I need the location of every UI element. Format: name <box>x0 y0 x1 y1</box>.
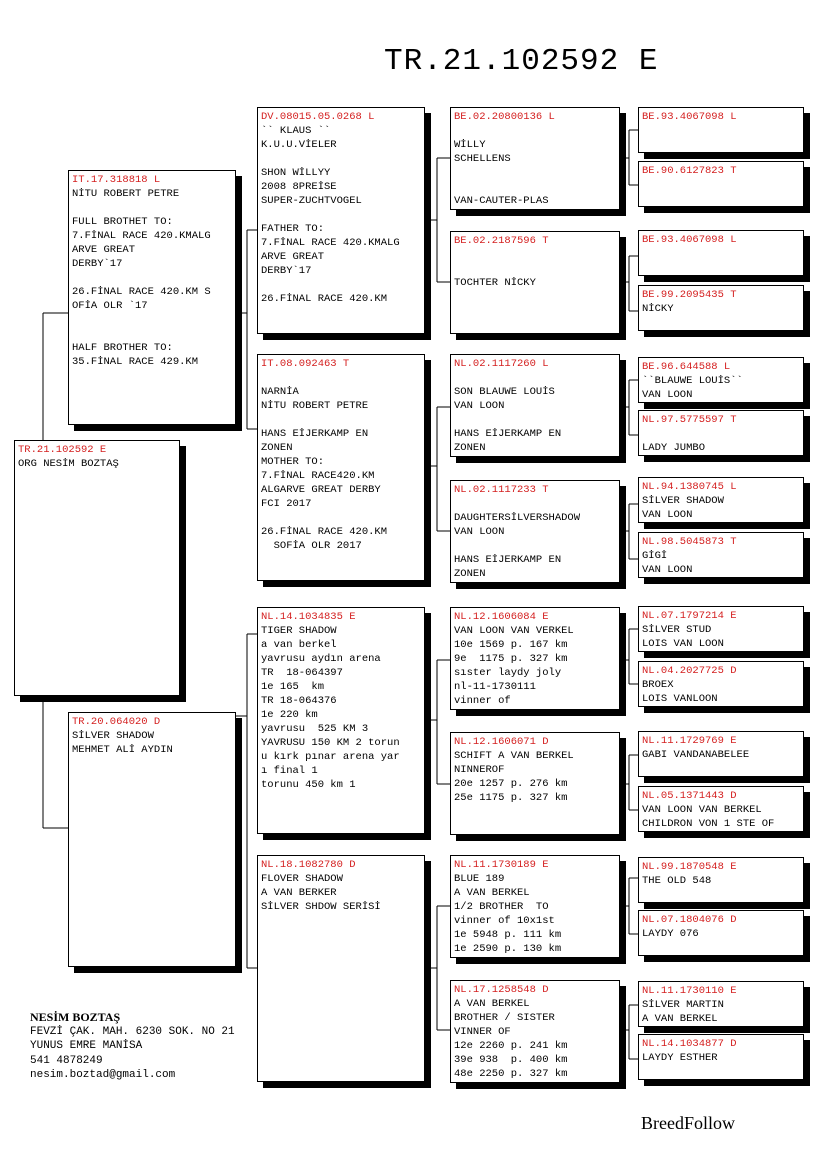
sire-sire-line: 7.FİNAL RACE 420.KMALG <box>261 237 400 249</box>
sire-dam-line: NİTU ROBERT PETRE <box>261 400 369 412</box>
g3-line <box>454 539 616 553</box>
owner-info <box>30 1010 235 1083</box>
g4-card[interactable] <box>638 661 804 707</box>
g3-line: ZONEN <box>454 442 486 454</box>
dam-sire-line: torunu 450 km 1 <box>261 779 356 791</box>
g4-ring: BE.99.2095435 T <box>642 289 737 301</box>
owner-phone: 541 4878249 <box>30 1054 103 1067</box>
sire-line: NİTU ROBERT PETRE <box>72 188 180 200</box>
g3-line: A VAN BERKEL <box>454 998 530 1010</box>
g3-line: sıster laydy joly <box>454 667 562 679</box>
g4-ring: BE.93.4067098 L <box>642 234 737 246</box>
g3-ring: NL.02.1117260 L <box>454 358 549 370</box>
sire-ring: IT.17.318818 L <box>72 174 161 186</box>
dam-sire-line: a van berkel <box>261 639 337 651</box>
g4-card[interactable] <box>638 410 804 456</box>
sire-line <box>72 313 232 327</box>
g3-line: nl-11-1730111 <box>454 681 536 693</box>
subject-ring: TR.21.102592 E <box>18 444 107 456</box>
g3-card[interactable] <box>450 732 620 835</box>
sire-dam-line: MOTHER TO: <box>261 456 325 468</box>
g3-line: 9e 1175 p. 327 km <box>454 653 568 665</box>
g3-line: 1/2 BROTHER TO <box>454 901 549 913</box>
dam-sire-line: u kırk pınar arena yar <box>261 751 400 763</box>
sire-sire-line: K.U.U.VİELER <box>261 139 337 151</box>
g3-line: 48e 2250 p. 327 km <box>454 1068 568 1080</box>
sire-dam-line: 7.FİNAL RACE420.KM <box>261 470 375 482</box>
g3-line: SON BLAUWE LOUİS <box>454 386 555 398</box>
g3-line: 39e 938 p. 400 km <box>454 1054 568 1066</box>
g3-line: VAN LOON <box>454 526 505 538</box>
g4-ring: NL.99.1870548 E <box>642 861 737 873</box>
sire-line <box>72 327 232 341</box>
sire-dam-line <box>261 371 421 385</box>
g4-line: GABI VANDANABELEE <box>642 749 750 761</box>
g3-card[interactable] <box>450 607 620 710</box>
sire-sire-line: 2008 8PREİSE <box>261 181 337 193</box>
dam-sire-line: 1e 165 km <box>261 681 325 693</box>
g3-line: 12e 2260 p. 241 km <box>454 1040 568 1052</box>
g3-line: DAUGHTERSİLVERSHADOW <box>454 512 581 524</box>
g3-line: 20e 1257 p. 276 km <box>454 778 568 790</box>
sire-card[interactable] <box>68 170 236 425</box>
sire-dam-ring: IT.08.092463 T <box>261 358 350 370</box>
g4-ring: NL.05.1371443 D <box>642 790 737 802</box>
g3-line <box>454 262 616 276</box>
g4-line <box>642 427 800 441</box>
sire-line: ARVE GREAT <box>72 244 136 256</box>
g4-line: SİLVER STUD <box>642 624 712 636</box>
g3-line: VAN LOON <box>454 400 505 412</box>
g4-card[interactable] <box>638 981 804 1027</box>
g4-line: THE OLD 548 <box>642 875 712 887</box>
sire-dam-line: FCI 2017 <box>261 498 312 510</box>
g4-line: LOIS VANLOON <box>642 693 718 705</box>
sire-line: FULL BROTHET TO: <box>72 216 173 228</box>
g3-ring: BE.02.20800136 L <box>454 111 555 123</box>
page-title: TR.21.102592 E <box>384 44 659 79</box>
sire-line: HALF BROTHER TO: <box>72 342 173 354</box>
g3-line <box>454 124 616 138</box>
dam-sire-line: YAVRUSU 150 KM 2 torun <box>261 737 400 749</box>
g3-line: VAN LOON VAN VERKEL <box>454 625 574 637</box>
g3-line <box>454 180 616 194</box>
g4-card[interactable] <box>638 857 804 903</box>
g3-ring: NL.17.1258548 D <box>454 984 549 996</box>
dam-ring: TR.20.064020 D <box>72 716 161 728</box>
g4-line: ``BLAUWE LOUİS`` <box>642 375 743 387</box>
sire-sire-line: DERBY`17 <box>261 265 312 277</box>
sire-sire-card[interactable] <box>257 107 425 334</box>
sire-line <box>72 271 232 285</box>
sire-dam-line <box>261 511 421 525</box>
g4-line: CHILDRON VON 1 STE OF <box>642 818 775 830</box>
g3-line: VAN-CAUTER-PLAS <box>454 195 549 207</box>
g4-line: VAN LOON <box>642 564 693 576</box>
sire-dam-line: ZONEN <box>261 442 293 454</box>
dam-dam-line: SİLVER SHDOW SERİSİ <box>261 901 381 913</box>
g3-card[interactable] <box>450 107 620 210</box>
g3-line: 10e 1569 p. 167 km <box>454 639 568 651</box>
g4-card[interactable] <box>638 107 804 153</box>
sire-dam-line <box>261 413 421 427</box>
g3-line: vinner of 10x1st <box>454 915 555 927</box>
g3-line <box>454 497 616 511</box>
dam-dam-card[interactable] <box>257 855 425 1082</box>
g4-card[interactable] <box>638 285 804 331</box>
dam-line: SİLVER SHADOW <box>72 730 154 742</box>
sire-dam-line: SOFİA OLR 2017 <box>261 540 362 552</box>
g4-card[interactable] <box>638 357 804 403</box>
g3-card[interactable] <box>450 980 620 1083</box>
g3-ring: NL.12.1606084 E <box>454 611 549 623</box>
dam-sire-line: yavrusu aydın arena <box>261 653 381 665</box>
g3-line: ZONEN <box>454 568 486 580</box>
g3-line: TOCHTER NİCKY <box>454 277 536 289</box>
sire-sire-line <box>261 208 421 222</box>
g4-card[interactable] <box>638 731 804 777</box>
g3-line: 25e 1175 p. 327 km <box>454 792 568 804</box>
g3-line <box>454 413 616 427</box>
g3-line: BROTHER / SISTER <box>454 1012 555 1024</box>
owner-email[interactable]: nesim.boztad@gmail.com <box>30 1069 176 1081</box>
g3-card[interactable] <box>450 855 620 958</box>
g4-ring: NL.14.1034877 D <box>642 1038 737 1050</box>
sire-sire-line: FATHER TO: <box>261 223 325 235</box>
dam-sire-line: 1e 220 km <box>261 709 318 721</box>
sire-sire-line: SUPER-ZUCHTVOGEL <box>261 195 362 207</box>
sire-sire-line: SHON WİLLYY <box>261 167 331 179</box>
g4-line: VAN LOON <box>642 389 693 401</box>
dam-sire-line: ı final 1 <box>261 765 318 777</box>
g3-line: A VAN BERKEL <box>454 887 530 899</box>
g4-line: LADY JUMBO <box>642 442 706 454</box>
sire-line: DERBY`17 <box>72 258 123 270</box>
g4-ring: NL.11.1729769 E <box>642 735 737 747</box>
g3-line: HANS EİJERKAMP EN <box>454 428 562 440</box>
g3-line: VINNER OF <box>454 1026 511 1038</box>
g4-ring: NL.07.1797214 E <box>642 610 737 622</box>
owner-address-1: FEVZİ ÇAK. MAH. 6230 SOK. NO 21 <box>30 1025 235 1038</box>
dam-dam-ring: NL.18.1082780 D <box>261 859 356 871</box>
g3-line: 1e 5948 p. 111 km <box>454 929 562 941</box>
sire-line: 26.FİNAL RACE 420.KM S <box>72 286 211 298</box>
g4-card[interactable] <box>638 606 804 652</box>
g4-ring: BE.93.4067098 L <box>642 111 737 123</box>
owner-address-2: YUNUS EMRE MANİSA <box>30 1040 143 1052</box>
g4-ring: BE.90.6127823 T <box>642 165 737 177</box>
g4-card[interactable] <box>638 1034 804 1080</box>
dam-dam-line: A VAN BERKER <box>261 887 337 899</box>
g4-card[interactable] <box>638 161 804 207</box>
g4-line: VAN LOON VAN BERKEL <box>642 804 762 816</box>
g3-card[interactable] <box>450 354 620 457</box>
g3-card[interactable] <box>450 480 620 583</box>
sire-line: 7.FİNAL RACE 420.KMALG <box>72 230 211 242</box>
g3-line: SCHIFT A VAN BERKEL <box>454 750 574 762</box>
g4-ring: BE.96.644588 L <box>642 361 731 373</box>
sire-dam-card[interactable] <box>257 354 425 581</box>
g3-line: vinner of <box>454 695 511 707</box>
g3-line: WİLLY <box>454 139 486 151</box>
g4-line: SİLVER SHADOW <box>642 495 724 507</box>
g3-line <box>454 166 616 180</box>
sire-sire-line: 26.FİNAL RACE 420.KM <box>261 293 388 305</box>
dam-line: MEHMET ALİ AYDIN <box>72 744 173 756</box>
sire-line <box>72 201 232 215</box>
sire-line: OFİA OLR `17 <box>72 300 148 312</box>
owner-name: NESİM BOZTAŞ <box>30 1010 121 1024</box>
sire-dam-line: 26.FİNAL RACE 420.KM <box>261 526 388 538</box>
sire-dam-line: ALGARVE GREAT DERBY <box>261 484 381 496</box>
sire-sire-line: `` KLAUS `` <box>261 125 331 137</box>
sire-line: 35.FİNAL RACE 429.KM <box>72 356 199 368</box>
g4-line: LOIS VAN LOON <box>642 638 724 650</box>
g4-card[interactable] <box>638 786 804 832</box>
dam-card[interactable] <box>68 712 236 967</box>
brand-logo: BreedFollow <box>641 1113 735 1133</box>
subject-line: ORG NESİM BOZTAŞ <box>18 458 119 470</box>
dam-sire-line: TR 18-064376 <box>261 695 337 707</box>
dam-sire-ring: NL.14.1034835 E <box>261 611 356 623</box>
g4-line: GİGİ <box>642 550 668 562</box>
sire-sire-ring: DV.08015.05.0268 L <box>261 111 375 123</box>
g4-card[interactable] <box>638 910 804 956</box>
sire-dam-line: HANS EİJERKAMP EN <box>261 428 369 440</box>
g4-card[interactable] <box>638 230 804 276</box>
g4-line: VAN LOON <box>642 509 693 521</box>
g3-line: NINNEROF <box>454 764 505 776</box>
g3-line <box>454 371 616 385</box>
sire-dam-line: NARNİA <box>261 386 299 398</box>
g3-line: 1e 2590 p. 130 km <box>454 943 562 955</box>
g4-line: LAYDY 076 <box>642 928 699 940</box>
g4-ring: NL.97.5775597 T <box>642 414 737 426</box>
sire-sire-line <box>261 152 421 166</box>
dam-sire-line: TR 18-064397 <box>261 667 343 679</box>
dam-sire-card[interactable] <box>257 607 425 834</box>
dam-sire-line: yavrusu 525 KM 3 <box>261 723 369 735</box>
g3-line: BLUE 189 <box>454 873 505 885</box>
g4-line: NİCKY <box>642 303 674 315</box>
g3-ring: NL.12.1606071 D <box>454 736 549 748</box>
g3-line: SCHELLENS <box>454 153 511 165</box>
sire-sire-line <box>261 278 421 292</box>
g4-ring: NL.11.1730110 E <box>642 985 737 997</box>
g4-line: BROEX <box>642 679 674 691</box>
dam-dam-line: FLOVER SHADOW <box>261 873 343 885</box>
g4-card[interactable] <box>638 532 804 578</box>
g4-line: SİLVER MARTIN <box>642 999 724 1011</box>
subject-card[interactable] <box>14 440 180 696</box>
dam-sire-line: TIGER SHADOW <box>261 625 337 637</box>
g4-ring: NL.04.2027725 D <box>642 665 737 677</box>
g3-ring: NL.02.1117233 T <box>454 484 549 496</box>
g4-line: A VAN BERKEL <box>642 1013 718 1025</box>
g4-ring: NL.98.5045873 T <box>642 536 737 548</box>
g3-line: HANS EİJERKAMP EN <box>454 554 562 566</box>
g3-line <box>454 248 616 262</box>
g3-card[interactable] <box>450 231 620 334</box>
g4-line: LAYDY ESTHER <box>642 1052 718 1064</box>
g4-card[interactable] <box>638 477 804 523</box>
g3-ring: NL.11.1730189 E <box>454 859 549 871</box>
sire-sire-line: ARVE GREAT <box>261 251 325 263</box>
g4-ring: NL.94.1380745 L <box>642 481 737 493</box>
g3-ring: BE.02.2187596 T <box>454 235 549 247</box>
g4-ring: NL.07.1804076 D <box>642 914 737 926</box>
